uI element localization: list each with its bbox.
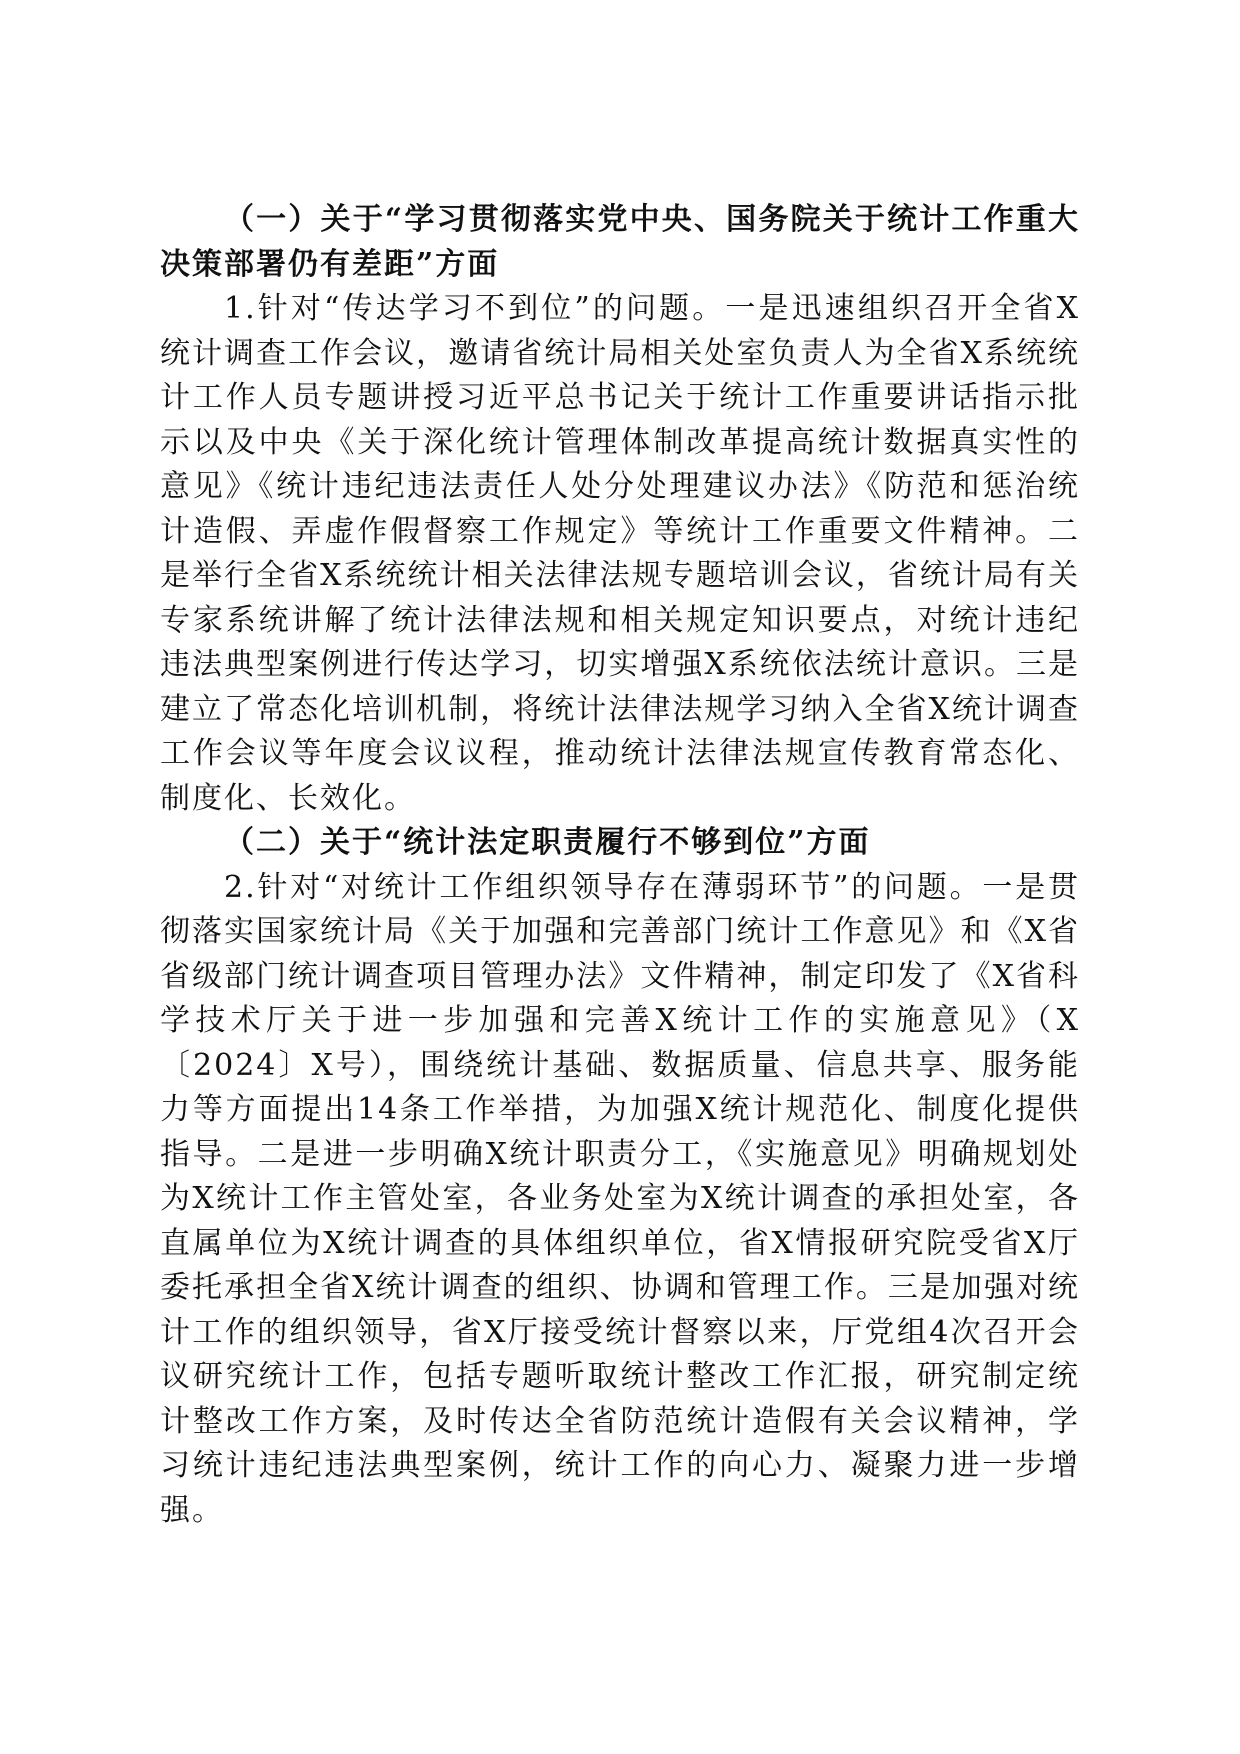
section-2-paragraph-1: 2.针对“对统计工作组织领导存在薄弱环节”的问题。一是贯彻落实国家统计局《关于加强和完善部门统计工作意见》和《X省省级部门统计调查项目管理办法》文件精神，制定印发了《X省科学技术厅关于进一步加强和完善X统计工作的实施意见》（X〔2024〕X号），围绕统计基础、数据质量、信息共享、服务能力等方面提出14条工作举措，为加强X统计规范化、制度化提供指导。二是进一步明确X统计职责分工，《实施意见》明确规划处为X统计工作主管处室，各业务处室为X统计调查的承担处室，各直属单位为X统计调查的具体组织单位，省X情报研究院受省X厅委托承担全省X统计调查的组织、协调和管理工作。三是加强对统计工作的组织领导，省X厅接受统计督察以来，厅党组4次召开会议研究统计工作，包括专题听取统计整改工作汇报，研究制定统计整改工作方案，及时传达全省防范统计造假有关会议精神，学习统计违纪违法典型案例，统计工作的向心力、凝聚力进一步增强。 [160, 869, 1080, 1528]
section-heading-2: （二）关于“统计法定职责履行不够到位”方面 [224, 825, 871, 860]
section-1-paragraph-1: 1.针对“传达学习不到位”的问题。一是迅速组织召开全省X统计调查工作会议，邀请省统计局相关处室负责人为全省X系统统计工作人员专题讲授习近平总书记关于统计工作重要讲话指示批示以及中央《关于深化统计管理体制改革提高统计数据真实性的意见》《统计违纪违法责任人处分处理建议办法》《防范和惩治统计造假、弄虚作假督察工作规定》等统计工作重要文件精神。二是举行全省X系统统计相关法律法规专题培训会议，省统计局有关专家系统讲解了统计法律法规和相关规定知识要点，对统计违纪违法典型案例进行传达学习，切实增强X系统依法统计意识。三是建立了常态化培训机制，将统计法律法规学习纳入全省X统计调查工作会议等年度会议议程，推动统计法律法规宣传教育常态化、制度化、长效化。 [160, 291, 1080, 816]
section-heading-1: （一）关于“学习贯彻落实党中央、国务院关于统计工作重大决策部署仍有差距”方面 [160, 202, 1080, 282]
document-body [160, 198, 1080, 1533]
